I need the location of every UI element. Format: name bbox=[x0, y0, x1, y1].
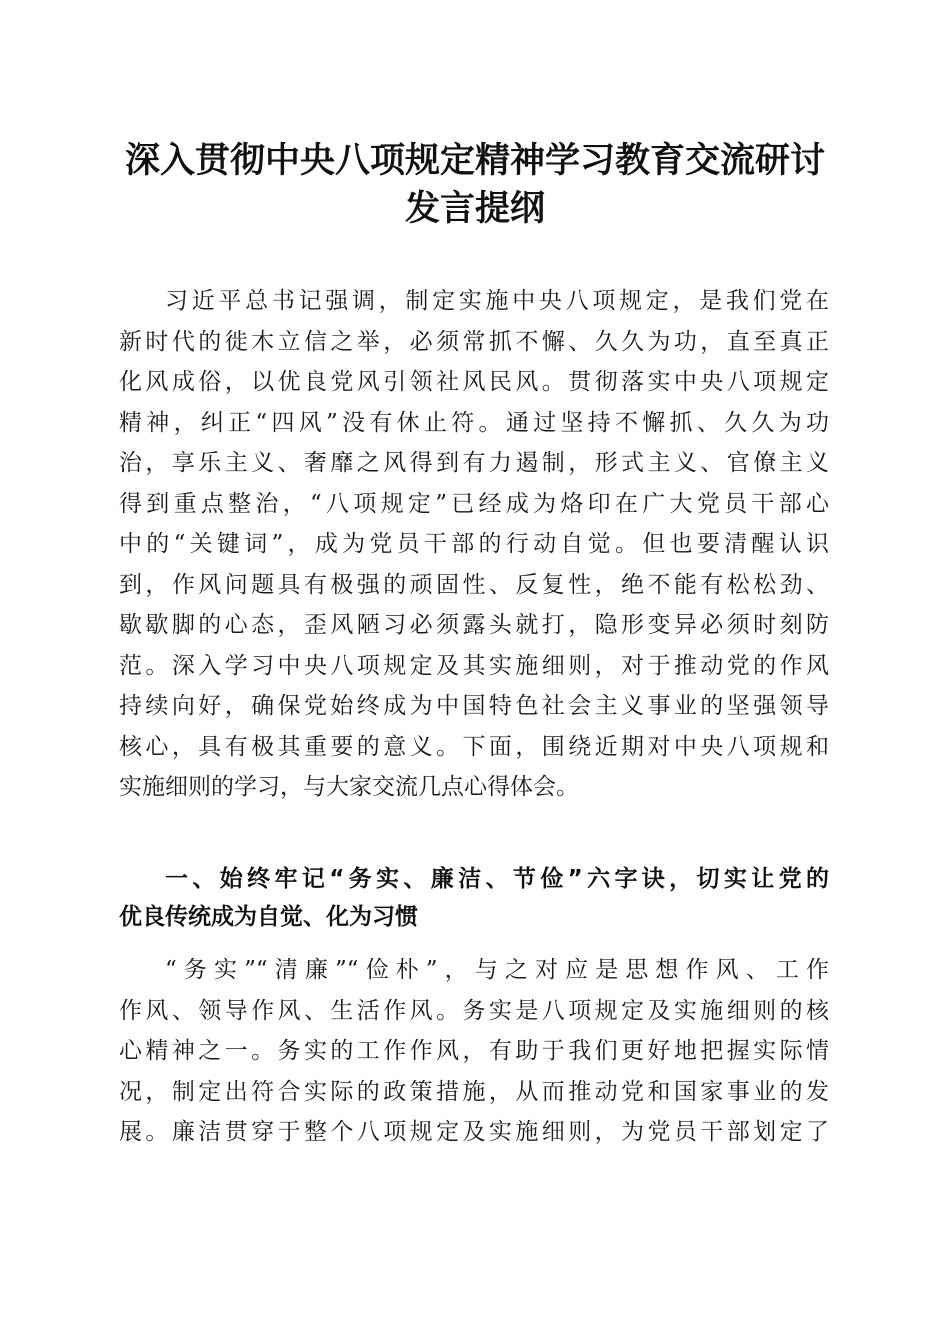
section-heading-1 bbox=[119, 860, 829, 936]
paragraph-line: 范。深入学习中央八项规定及其实施细则，对于推动党的作风 bbox=[119, 652, 829, 679]
paragraph-line: 得到重点整治，“八项规定”已经成为烙印在广大党员干部心 bbox=[119, 490, 829, 517]
paragraph-line: 持续向好，确保党始终成为中国特色社会主义事业的坚强领导 bbox=[119, 693, 829, 719]
paragraph-line: 治，享乐主义、奢靡之风得到有力遏制，形式主义、官僚主义 bbox=[119, 450, 829, 476]
paragraph-line: 中的“关键词”，成为党员干部的行动自觉。但也要清醒认识 bbox=[119, 531, 829, 557]
paragraph-line: 作风、领导作风、生活作风。务实是八项规定及实施细则的核 bbox=[119, 997, 829, 1024]
paragraph-line: 精神，纠正“四风”没有休止符。通过坚持不懈抓、久久为功 bbox=[119, 409, 829, 436]
paragraph-line: 习近平总书记强调，制定实施中央八项规定，是我们党在 bbox=[165, 288, 829, 314]
paragraph-line: 化风成俗，以优良党风引领社风民风。贯彻落实中央八项规定 bbox=[119, 369, 829, 395]
document-title-line-2: 发言提纲 bbox=[404, 188, 545, 229]
paragraph-line: 歇歇脚的心态，歪风陋习必须露头就打，隐形变异必须时刻防 bbox=[119, 612, 829, 638]
intro-paragraph bbox=[119, 281, 829, 808]
paragraph-line: 实施细则的学习，与大家交流几点心得体会。 bbox=[119, 774, 579, 800]
paragraph-line: 新时代的徙木立信之举，必须常抓不懈、久久为功，直至真正 bbox=[119, 328, 829, 355]
paragraph-line: “务实”“清廉”“俭朴”，与之对应是思想作风、工作 bbox=[165, 957, 829, 983]
document-title-line-1: 深入贯彻中央八项规定精神学习教育交流研讨 bbox=[124, 140, 825, 181]
paragraph-line: 到，作风问题具有极强的顽固性、反复性，绝不能有松松劲、 bbox=[119, 571, 829, 598]
heading-line: 优良传统成为自觉、化为习惯 bbox=[119, 904, 418, 930]
heading-line: 一、始终牢记“务实、廉洁、节俭”六字诀，切实让党的 bbox=[165, 866, 829, 892]
paragraph-line: 心精神之一。务实的工作作风，有助于我们更好地把握实际情 bbox=[119, 1038, 829, 1064]
section-1-paragraph bbox=[119, 950, 829, 1153]
paragraph-line: 核心，具有极其重要的意义。下面，围绕近期对中央八项规和 bbox=[119, 733, 829, 760]
paragraph-line: 展。廉洁贯穿于整个八项规定及实施细则，为党员干部划定了 bbox=[119, 1119, 829, 1145]
paragraph-line: 况，制定出符合实际的政策措施，从而推动党和国家事业的发 bbox=[119, 1078, 829, 1105]
